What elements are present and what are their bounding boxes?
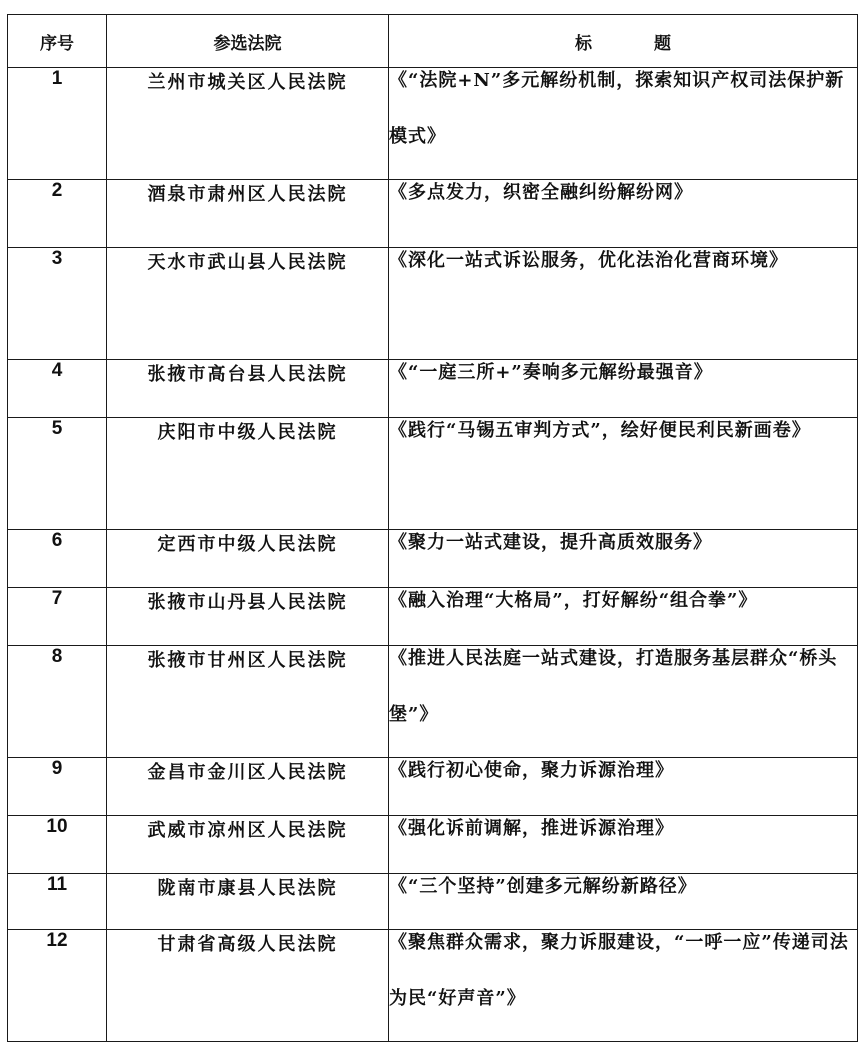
row-number: 10	[8, 816, 107, 874]
row-court: 武威市凉州区人民法院	[107, 816, 389, 874]
row-court: 张掖市高台县人民法院	[107, 360, 389, 418]
row-number: 7	[8, 588, 107, 646]
row-title: 《推进人民法庭一站式建设，打造服务基层群众“桥头堡”》	[389, 648, 838, 725]
court-list-table	[7, 14, 858, 1042]
table-row	[8, 646, 858, 758]
row-court: 定西市中级人民法院	[107, 530, 389, 588]
row-title-cell	[389, 646, 858, 758]
row-title: 《“法院+N”多元解纷机制，探索知识产权司法保护新模式》	[389, 70, 845, 147]
header-title-text: 标 题	[575, 33, 699, 54]
row-title: 《强化诉前调解，推进诉源治理》	[389, 818, 674, 839]
row-title: 《融入治理“大格局”，打好解纷“组合拳”》	[389, 590, 758, 611]
row-court: 庆阳市中级人民法院	[107, 418, 389, 530]
row-title: 《多点发力，织密全融纠纷解纷网》	[389, 182, 693, 203]
table-row	[8, 248, 858, 360]
row-title: 《“一庭三所+”奏响多元解纷最强音》	[389, 362, 713, 383]
row-court: 甘肃省高级人民法院	[107, 930, 389, 1042]
row-number: 12	[8, 930, 107, 1042]
row-number: 1	[8, 68, 107, 180]
row-court: 陇南市康县人民法院	[107, 874, 389, 930]
table-row	[8, 68, 858, 180]
row-number: 3	[8, 248, 107, 360]
row-title: 《“三个坚持”创建多元解纷新路径》	[389, 876, 697, 897]
table-row	[8, 418, 858, 530]
row-court: 金昌市金川区人民法院	[107, 758, 389, 816]
row-title-cell	[389, 68, 858, 180]
row-title: 《聚力一站式建设，提升高质效服务》	[389, 532, 712, 553]
row-court: 天水市武山县人民法院	[107, 248, 389, 360]
row-number: 5	[8, 418, 107, 530]
row-number: 8	[8, 646, 107, 758]
row-number: 6	[8, 530, 107, 588]
row-number: 11	[8, 874, 107, 930]
row-number: 4	[8, 360, 107, 418]
row-court: 张掖市山丹县人民法院	[107, 588, 389, 646]
row-title: 《践行“马锡五审判方式”，绘好便民利民新画卷》	[389, 420, 811, 441]
header-number: 序号	[8, 15, 107, 68]
row-title: 《践行初心使命，聚力诉源治理》	[389, 760, 674, 781]
table-row	[8, 930, 858, 1042]
header-court: 参选法院	[107, 15, 389, 68]
row-court: 张掖市甘州区人民法院	[107, 646, 389, 758]
row-title: 《聚焦群众需求，聚力诉服建设，“一呼一应”传递司法为民“好声音”》	[389, 932, 849, 1009]
row-number: 2	[8, 180, 107, 248]
row-title: 《深化一站式诉讼服务，优化法治化营商环境》	[389, 250, 788, 271]
row-title-cell	[389, 418, 858, 530]
row-number: 9	[8, 758, 107, 816]
row-title-cell	[389, 930, 858, 1042]
row-court: 酒泉市肃州区人民法院	[107, 180, 389, 248]
row-court: 兰州市城关区人民法院	[107, 68, 389, 180]
row-title-cell	[389, 248, 858, 360]
